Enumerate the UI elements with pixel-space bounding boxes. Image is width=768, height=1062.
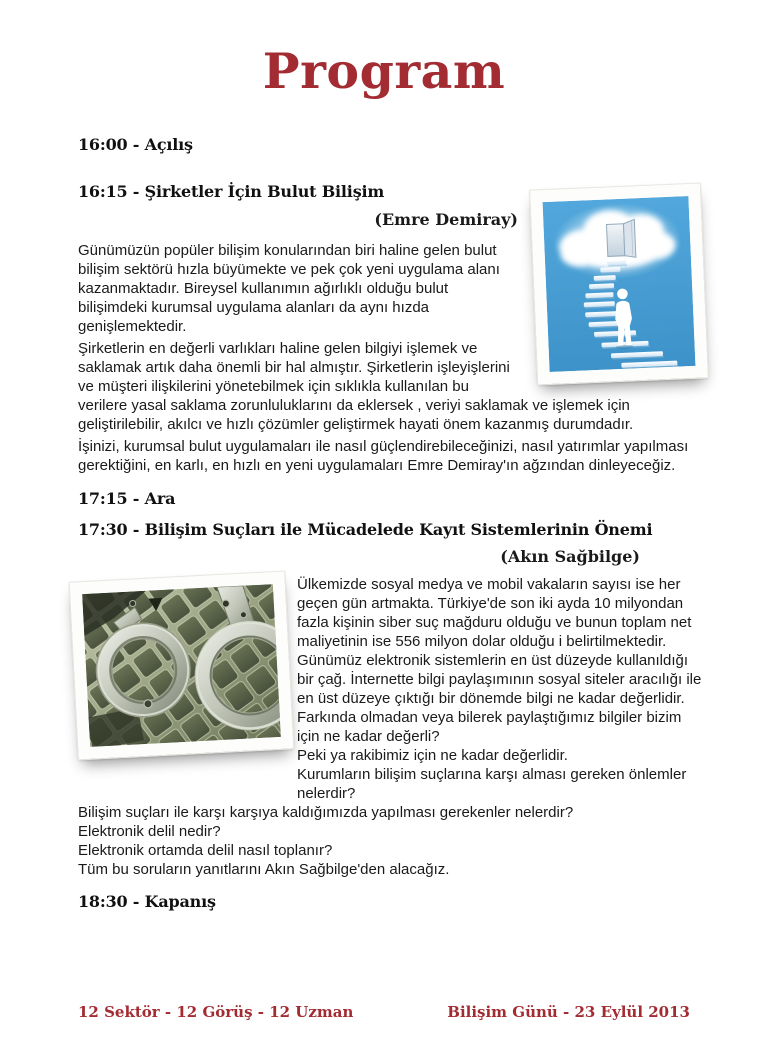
footer-left-text: 12 Sektör - 12 Görüş - 12 Uzman [78,1003,354,1021]
security-question-3: Elektronik delil nedir? [78,823,221,840]
session-opening-title: 16:00 - Açılış [78,135,193,154]
session-closing-title: 18:30 - Kapanış [78,892,216,911]
cloud-paragraph-3: İşinizi, kurumsal bulut uygulamaları ile nasıl güçlendirebileceğinizi, nasıl yatırımlar yapılması gerektiğini, en karlı, en hızlı en yeni uygulamaları Emre Demiray'ın ağzından dinleyeceğiz. [78,438,689,474]
security-paragraph-1: Ülkemizde sosyal medya ve mobil vakaların sayısı ise her geçen gün artmakta. Türkiye'de son iki ayda 10 milyondan fazla kişinin siber suç mağduru olduğu ve bunun toplam net maliyetinin ise 556 milyon dolar olduğu i belirtilmektedir. [297,576,692,650]
session-security-title: 17:30 - Bilişim Suçları ile Mücadelede Kayıt Sistemlerinin Önemi [78,520,653,539]
security-question-1: Kurumların bilişim suçlarına karşı alması gereken önlemler nelerdir? [297,766,687,802]
security-session [78,575,704,879]
page-title: Program [262,42,506,100]
cloud-paragraph-1: Günümüzün popüler bilişim konularından biri haline gelen bulut bilişim sektörü hızla büyümekte ve pek çok yeni uygulama alanı kazanmaktadır. Bireysel kullanımın ağırlıklı olduğu bulut bilişimdeki kurumsal uygulama alanları da aynı hızda genişlemektedir. [78,242,500,335]
speaker-name-akin: (Akın Sağbilge) [500,547,640,566]
session-cloud-title: 16:15 - Şirketler İçin Bulut Bilişim [78,182,385,201]
handcuffs-keyboard-illustration [82,584,281,747]
footer-right-text: Bilişim Günü - 23 Eylül 2013 [447,1003,690,1021]
cloud-stairway-photo [530,184,708,385]
security-question-4: Elektronik ortamda delil nasıl toplanır? [78,842,333,859]
cloud-paragraph-2: Şirketlerin en değerli varlıkları haline gelen bilgiyi işlemek ve saklamak artık daha önemli bir hal almıştır. Şirketlerin işleyişlerini ve müşteri ilişkilerini yönetebilmek için sıklıkla kullanılan bu verilere yasal saklama zorunluluklarını da eklersek , veriyi saklamak ve işlemek için geliştirilebilir, akılcı ve hızlı çözümler geliştirmek hayati önem kazanmış durumdadır. [78,340,634,433]
handcuffs-keyboard-photo [70,571,294,759]
open-door-shape [606,219,636,258]
session-break-title: 17:15 - Ara [78,489,176,508]
speaker-name-emre: (Emre Demiray) [374,210,518,229]
page-footer [78,1003,690,1022]
cloud-door-stairs-illustration [543,196,696,372]
security-paragraph-2: Günümüz elektronik sistemlerin en üst düzeyde kullanıldığı bir çağ. İnternette bilgi paylaşımının sosyal siteler aracılığı ile en üst düzeye çıktığı bir dönemde bilgi ne kadar değerlidir. [297,652,702,707]
security-question-2: Bilişim suçları ile karşı karşıya kaldığımızda yapılması gerekenler nelerdir? [78,804,574,821]
security-paragraph-3: Farkında olmadan veya bilerek paylaştığımız bilgiler bizim için ne kadar değerli? [297,709,682,745]
security-closing-line: Tüm bu soruların yanıtlarını Akın Sağbilge'den alacağız. [78,861,450,878]
security-paragraph-4: Peki ya rakibimiz için ne kadar değerlidir. [297,747,568,764]
cloud-session [78,181,690,478]
